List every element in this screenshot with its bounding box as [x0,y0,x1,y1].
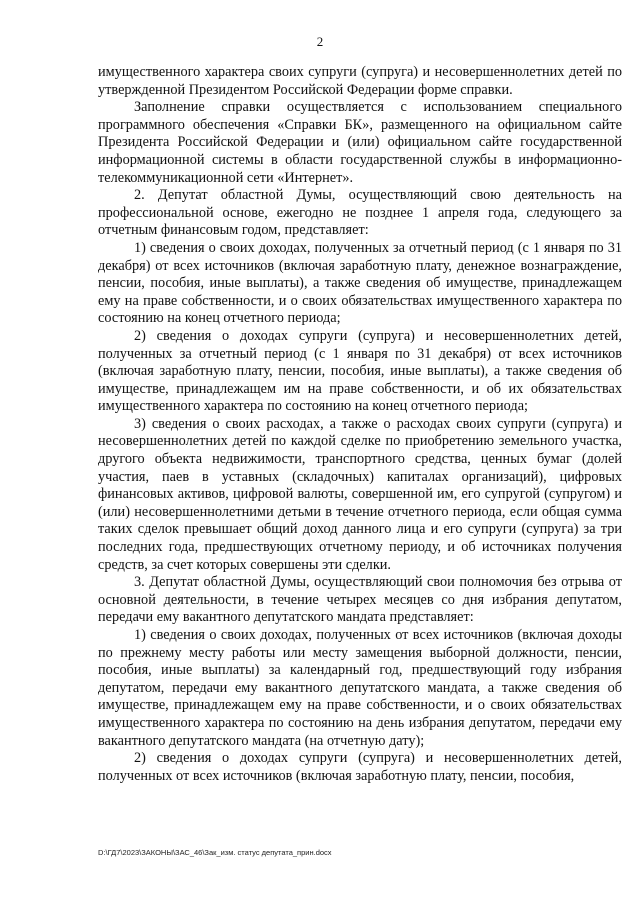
paragraph-clause-2-item-2: 2) сведения о доходах супруги (супруга) и несовершеннолетних детей, полученных за отчетный период (с 1 января по 31 декабря) от всех источников (включая заработную плату, пенсии, пособия, иные выплаты), а также сведения об имуществе, принадлежащем им на праве собственности, и об их обязательствах имущественного характера по состоянию на конец отчетного периода; [98,327,622,415]
paragraph-clause-3: 3. Депутат областной Думы, осуществляющий свои полномочия без отрыва от основной деятельности, в течение четырех месяцев со дня избрания депутатом, передачи ему вакантного депутатского мандата представляет: [98,574,622,626]
paragraph-continuation: имущественного характера своих супруги (супруга) и несовершеннолетних детей по утвержденной Президентом Российской Федерации форме справки. [98,64,622,98]
footer-file-path: D:\ГД7\2023\ЗАКОНЫ\ЗАС_46\Зак_изм. статус депутата_прин.docx [98,848,332,857]
paragraph-clause-2-item-3: 3) сведения о своих расходах, а также о расходах своих супруги (супруга) и несовершеннолетних детей по каждой сделке по приобретению земельного участка, другого объекта недвижимости, транспортного средства, ценных бумаг (долей участия, паев в уставных (складочных) капиталах организаций), цифровых финансовых активов, цифровой валюты, совершенной им, его супругой (супругом) и (или) несовершеннолетними детьми в течение отчетного периода, если общая сумма таких сделок превышает общий доход данного лица и его супруги (супруга) за три последних года, предшествующих отчетному периоду, и об источниках получения средств, за счет которых совершены эти сделки. [98,415,622,573]
paragraph-clause-3-item-1: 1) сведения о своих доходах, полученных от всех источников (включая доходы по прежнему месту работы или месту замещения выборной должности, пенсии, пособия, иные выплаты) за календарный год, предшествующий году избрания депутатом, передачи ему вакантного депутатского мандата, а также сведения об имуществе, принадлежащем ему на праве собственности, и о своих обязательствах имущественного характера по состоянию на день избрания депутатом, передачи ему вакантного депутатского мандата (на отчетную дату); [98,627,622,749]
paragraph-clause-3-item-2: 2) сведения о доходах супруги (супруга) и несовершеннолетних детей, полученных от всех источников (включая заработную плату, пенсии, пособия, [98,750,622,784]
paragraph-clause-2: 2. Депутат областной Думы, осуществляющий свою деятельность на профессиональной основе, ежегодно не позднее 1 апреля года, следующего за отчетным финансовым годом, представляет: [98,187,622,239]
page-number: 2 [316,34,324,49]
paragraph-clause-2-item-1: 1) сведения о своих доходах, полученных за отчетный период (с 1 января по 31 декабря) от всех источников (включая заработную плату, денежное вознаграждение, пенсии, пособия, иные выплаты), а также сведения об имуществе, принадлежащем ему на праве собственности, и о своих обязательствах имущественного характера по состоянию на конец отчетного периода; [98,239,622,327]
document-body [98,64,622,785]
paragraph-form-filling: Заполнение справки осуществляется с использованием специального программного обеспечения «Справки БК», размещенного на официальном сайте Президента Российской Федерации и (или) официальном сайте государственной информационной системы в области государственной службы в информационно-телекоммуникационной сети «Интернет». [98,99,622,186]
